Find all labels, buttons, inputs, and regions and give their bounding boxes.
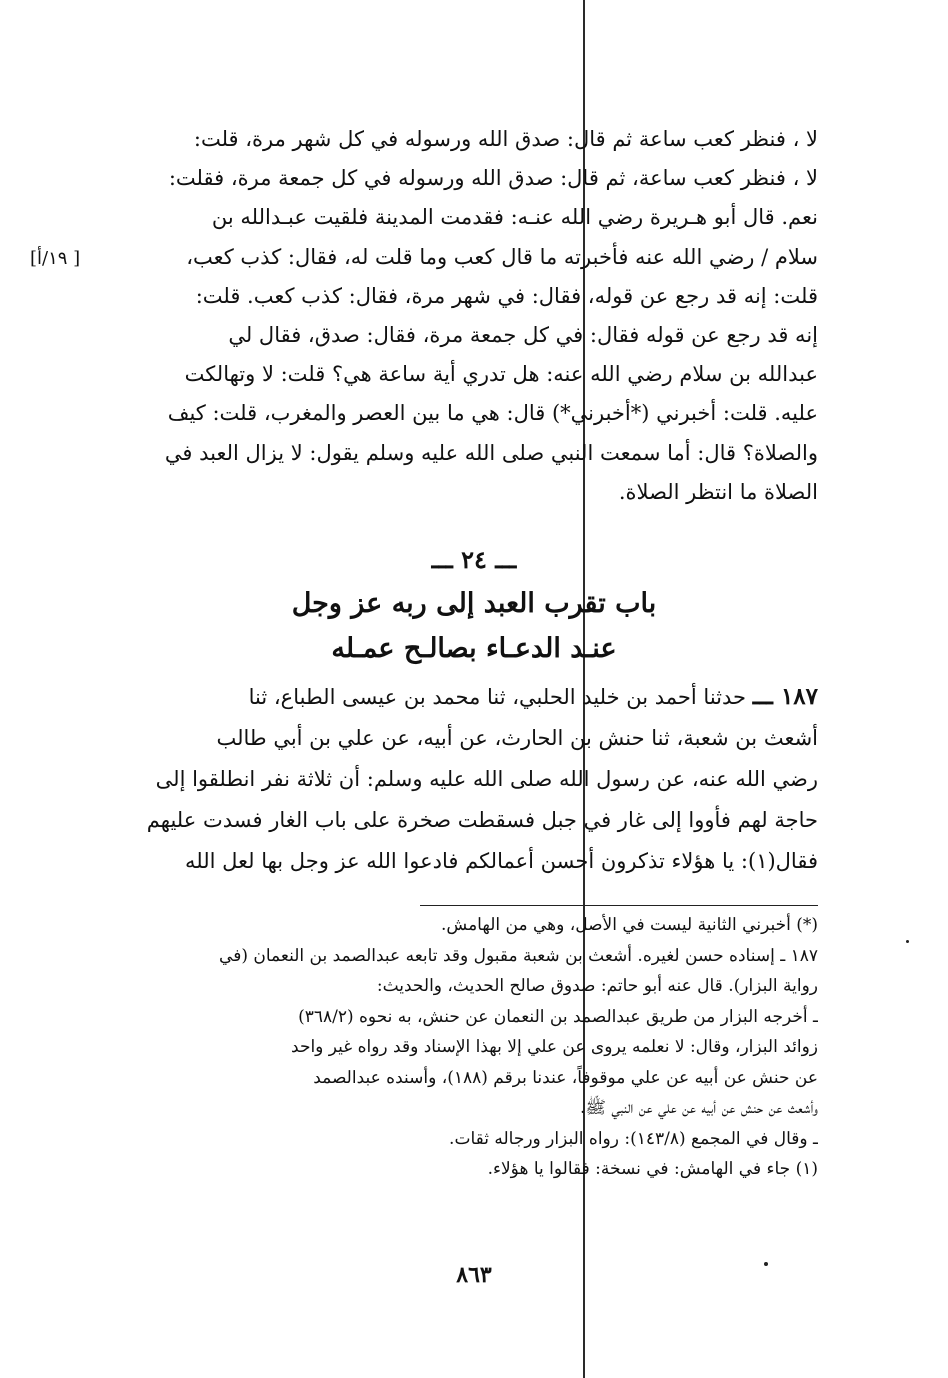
footnote-line: ـ وقال في المجمع (١٤٣/٨): رواه البزار ورجاله ثقات. — [449, 1128, 818, 1149]
text-line: عبدالله بن سلام رضي الله عنه: هل تدري أية ساعة هي؟ قلت: لا وتهالكت — [184, 362, 818, 387]
scan-speck — [764, 1262, 768, 1266]
text-line: أشعث بن شعبة، ثنا حنش بن الحارث، عن أبيه، عن علي بن أبي طالب — [216, 726, 818, 750]
manuscript-folio-reference: [ ١٩/أ] — [30, 248, 81, 269]
main-text-block — [118, 120, 818, 512]
text-line: الصلاة ما انتظر الصلاة. — [618, 479, 818, 504]
footnote-line: (*) أخبرني الثانية ليست في الأصل، وهي من الهامش. — [441, 915, 818, 935]
text-line: رضي الله عنه، عن رسول الله صلى الله عليه وسلم: أن ثلاثة نفر انطلقوا إلى — [155, 767, 818, 791]
hadith-block — [118, 676, 818, 882]
text-line: لا ، فنظر كعب ساعة ثم قال: صدق الله ورسوله في كل شهر مرة، قلت: — [193, 127, 818, 151]
page-number: ٨٦٣ — [456, 1262, 492, 1288]
scan-speck — [906, 940, 909, 943]
chapter-title-line-1: باب تقرب العبد إلى ربه عز وجل — [291, 588, 657, 619]
footnote-line: زوائد البزار، وقال: لا نعلمه يروى عن علي إلا بهذا الإسناد وقد رواه غير واحد — [291, 1037, 818, 1057]
footnote-line: وأشعث عن حنش عن أبيه عن علي عن النبي ﷺ. — [580, 1098, 818, 1118]
text-line: حاجة لهم فأووا إلى غار في جبل فسقطت صخرة على باب الغار فسدت عليهم — [146, 808, 818, 832]
footnote-line: ١٨٧ ـ إسناده حسن لغيره. أشعث بن شعبة مقبول وقد تابعه عبدالصمد بن النعمان (في — [219, 945, 818, 966]
footnote-line: عن حنش عن أبيه عن علي موقوفاً، عندنا برقم (١٨٨)، وأسنده عبدالصمد — [313, 1067, 818, 1088]
footnote-line: (١) جاء في الهامش: في نسخة: فقالوا يا هؤلاء. — [487, 1159, 818, 1179]
chapter-number: ـــ ٢٤ ـــ — [431, 545, 517, 574]
text-line: فقال(١): يا هؤلاء تذكرون أحسن أعمالكم فادعوا الله عز وجل بها لعل الله — [184, 849, 818, 873]
text-line: عليه. قلت: أخبرني (*أخبرني*) قال: هي ما بين العصر والمغرب، قلت: كيف — [167, 401, 818, 426]
text-line: والصلاة؟ قال: أما سمعت النبي صلى الله عليه وسلم يقول: لا يزال العبد في — [164, 440, 818, 465]
text-line: إنه قد رجع عن قوله فقال: في كل جمعة مرة، فقال: صدق، فقال لي — [228, 323, 818, 348]
hadith-number: ١٨٧ ـــ — [752, 683, 818, 710]
text-line: حدثنا أحمد بن خليد الحلبي، ثنا محمد بن عيسى الطباع، ثنا — [248, 685, 747, 709]
footnotes-block — [118, 910, 818, 1185]
text-line: نعم. قال أبو هـريرة رضي الله عنـه: فقدمت المدينة فلقيت عبـدالله بن — [211, 205, 818, 230]
chapter-title-line-2: عنـد الدعـاء بصالـح عمـله — [331, 633, 617, 664]
hadith-first-line — [118, 676, 818, 718]
footnote-line: رواية البزار). قال عنه أبو حاتم: صدوق صالح الحديث، والحديث: — [376, 976, 818, 996]
text-line: قلت: إنه قد رجع عن قوله، فقال: في شهر مرة، فقال: كذب كعب. قلت: — [195, 283, 818, 308]
text-line: سلام / رضي الله عنه فأخبرته ما قال كعب وما قلت له، فقال: كذب كعب، — [186, 244, 818, 269]
text-line: لا ، فنظر كعب ساعة، ثم قال: صدق الله ورسوله في كل جمعة مرة، فقلت: — [168, 166, 818, 191]
footnote-line: ـ أخرجه البزار من طريق عبدالصمد بن النعمان عن حنش، به نحوه (٣٦٨/٢) — [298, 1006, 818, 1027]
footnote-separator — [420, 905, 818, 906]
